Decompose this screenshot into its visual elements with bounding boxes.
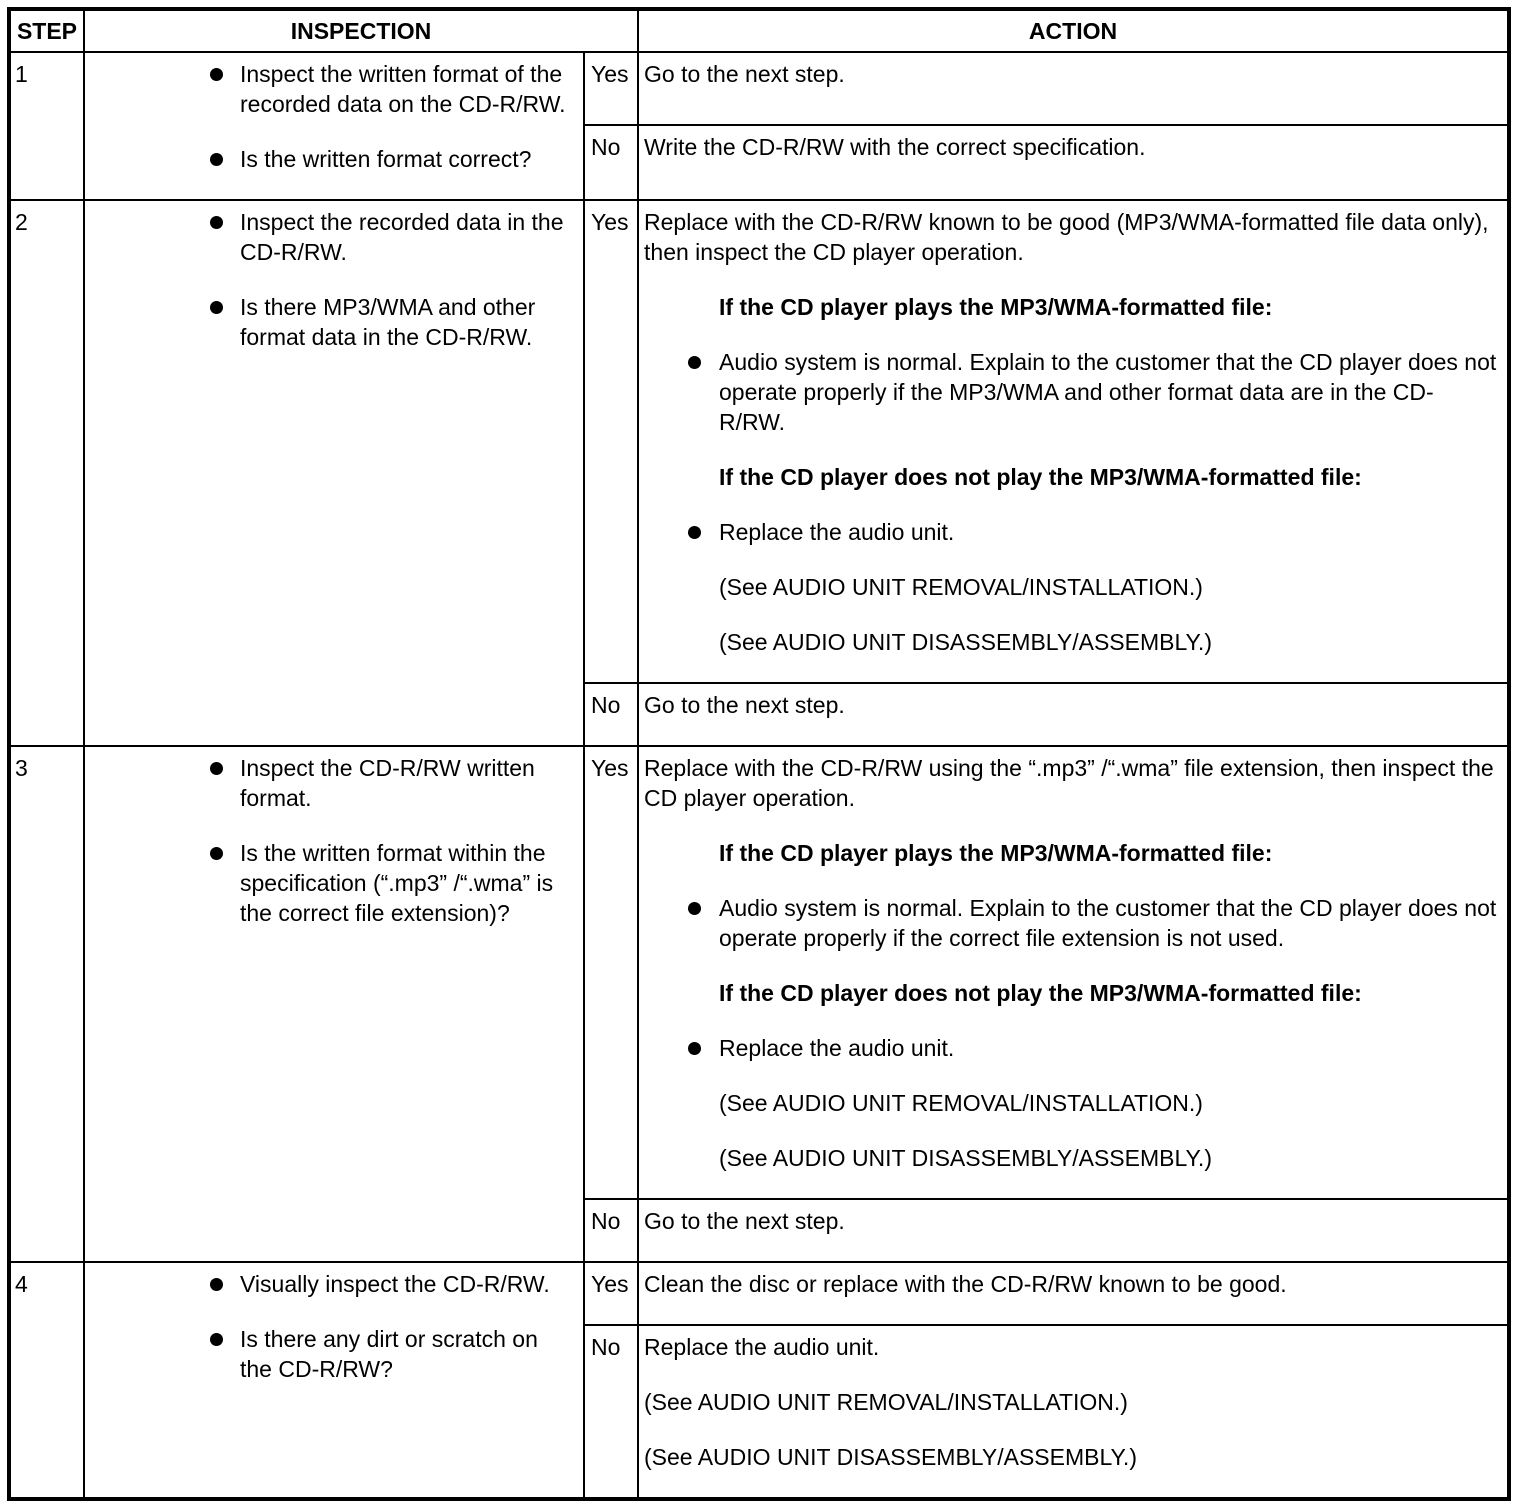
yes-label: Yes bbox=[584, 1262, 638, 1325]
inspection-bullet: Is there MP3/WMA and other format data in the CD-R/RW. bbox=[85, 292, 573, 352]
bullet-icon bbox=[210, 68, 223, 81]
inspection-cell bbox=[84, 52, 584, 200]
action-bullet: Replace the audio unit. bbox=[719, 517, 1499, 547]
bullet-icon bbox=[210, 153, 223, 166]
header-row bbox=[9, 9, 1509, 52]
inspection-bullet: Is the written format correct? bbox=[85, 144, 573, 174]
action-bullet: Audio system is normal. Explain to the customer that the CD player does not operate properly if the MP3/WMA and other format data are in the CD-R/RW. bbox=[719, 347, 1499, 437]
inspection-cell bbox=[84, 200, 584, 746]
header-step: STEP bbox=[9, 9, 84, 52]
bullet-icon bbox=[210, 762, 223, 775]
bullet-icon bbox=[688, 526, 701, 539]
yes-action: Go to the next step. bbox=[638, 52, 1509, 125]
inspection-bullet: Inspect the written format of the recorded data on the CD-R/RW. bbox=[85, 59, 573, 119]
bullet-icon bbox=[688, 902, 701, 915]
action-intro: Replace with the CD-R/RW known to be good (MP3/WMA-formatted file data only), then inspect the CD player operation. bbox=[644, 209, 1489, 265]
action-condition-heading: If the CD player plays the MP3/WMA-formatted file: bbox=[719, 294, 1273, 320]
action-condition-heading: If the CD player does not play the MP3/WMA-formatted file: bbox=[719, 464, 1362, 490]
action-intro: Replace with the CD-R/RW using the “.mp3” /“.wma” file extension, then inspect the CD player operation. bbox=[644, 755, 1494, 811]
no-action: Go to the next step. bbox=[638, 1199, 1509, 1262]
reference-text: (See AUDIO UNIT REMOVAL/INSTALLATION.) bbox=[644, 1389, 1128, 1415]
reference-text: (See AUDIO UNIT DISASSEMBLY/ASSEMBLY.) bbox=[719, 629, 1212, 655]
step-number: 1 bbox=[9, 52, 84, 200]
action-bullet: Replace the audio unit. bbox=[719, 1033, 1499, 1063]
inspection-bullet: Inspect the CD-R/RW written format. bbox=[85, 753, 573, 813]
bullet-icon bbox=[210, 216, 223, 229]
step-4-yes-row bbox=[9, 1262, 1509, 1325]
inspection-cell bbox=[84, 746, 584, 1262]
no-action bbox=[638, 1325, 1509, 1499]
action-bullet: Audio system is normal. Explain to the customer that the CD player does not operate properly if the correct file extension is not used. bbox=[719, 893, 1499, 953]
inspection-bullet: Is the written format within the specification (“.mp3” /“.wma” is the correct file extension)? bbox=[85, 838, 573, 928]
reference-text: (See AUDIO UNIT REMOVAL/INSTALLATION.) bbox=[719, 574, 1203, 600]
action-condition-heading: If the CD player does not play the MP3/WMA-formatted file: bbox=[719, 980, 1362, 1006]
action-condition-heading: If the CD player plays the MP3/WMA-formatted file: bbox=[719, 840, 1273, 866]
inspection-bullet: Visually inspect the CD-R/RW. bbox=[85, 1269, 573, 1299]
yes-label: Yes bbox=[584, 746, 638, 1199]
step-number: 4 bbox=[9, 1262, 84, 1499]
header-inspection: INSPECTION bbox=[84, 9, 638, 52]
reference-text: (See AUDIO UNIT REMOVAL/INSTALLATION.) bbox=[719, 1090, 1203, 1116]
reference-text: (See AUDIO UNIT DISASSEMBLY/ASSEMBLY.) bbox=[644, 1444, 1137, 1470]
header-action: ACTION bbox=[638, 9, 1509, 52]
inspection-cell bbox=[84, 1262, 584, 1499]
bullet-icon bbox=[210, 301, 223, 314]
yes-label: Yes bbox=[584, 200, 638, 683]
yes-action bbox=[638, 746, 1509, 1199]
action-text: Replace the audio unit. bbox=[644, 1334, 880, 1360]
inspection-bullet: Is there any dirt or scratch on the CD-R/RW? bbox=[85, 1324, 573, 1384]
yes-action: Clean the disc or replace with the CD-R/RW known to be good. bbox=[638, 1262, 1509, 1325]
no-label: No bbox=[584, 125, 638, 200]
bullet-icon bbox=[210, 847, 223, 860]
no-label: No bbox=[584, 1199, 638, 1262]
yes-action bbox=[638, 200, 1509, 683]
bullet-icon bbox=[688, 1042, 701, 1055]
step-3-yes-row bbox=[9, 746, 1509, 1199]
no-label: No bbox=[584, 1325, 638, 1499]
yes-label: Yes bbox=[584, 52, 638, 125]
step-1-yes-row bbox=[9, 52, 1509, 125]
bullet-icon bbox=[210, 1333, 223, 1346]
step-number: 2 bbox=[9, 200, 84, 746]
no-action: Write the CD-R/RW with the correct specification. bbox=[638, 125, 1509, 200]
no-action: Go to the next step. bbox=[638, 683, 1509, 746]
inspection-bullet: Inspect the recorded data in the CD-R/RW. bbox=[85, 207, 573, 267]
bullet-icon bbox=[210, 1278, 223, 1291]
bullet-icon bbox=[688, 356, 701, 369]
step-2-yes-row bbox=[9, 200, 1509, 683]
reference-text: (See AUDIO UNIT DISASSEMBLY/ASSEMBLY.) bbox=[719, 1145, 1212, 1171]
troubleshooting-table bbox=[7, 7, 1511, 1501]
no-label: No bbox=[584, 683, 638, 746]
step-number: 3 bbox=[9, 746, 84, 1262]
